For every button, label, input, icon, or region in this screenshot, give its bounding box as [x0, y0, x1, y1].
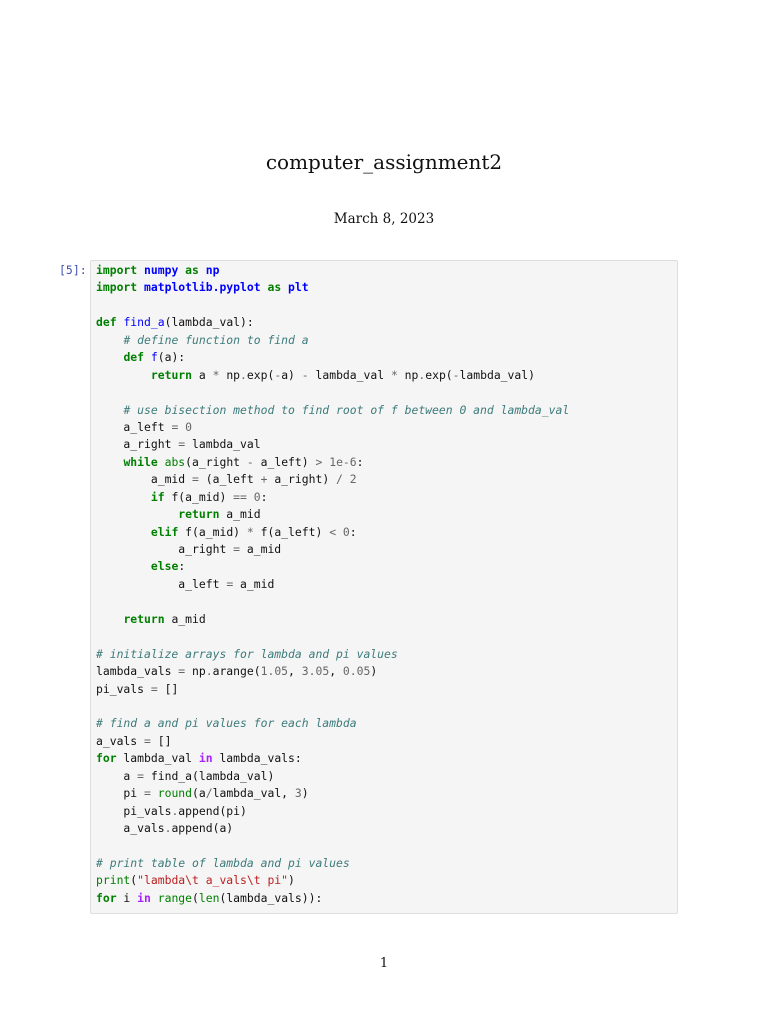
code-token: (a — [192, 786, 206, 801]
code-token: lambda_vals — [96, 664, 179, 679]
code-token: = — [150, 681, 158, 696]
code-token: a_right) — [267, 472, 337, 487]
code-token: plt — [288, 280, 309, 295]
code-token: = — [226, 576, 234, 591]
code-token: 3.05 — [301, 664, 330, 679]
code-line — [96, 384, 673, 401]
code-token: lambda_val — [185, 437, 261, 452]
code-line — [96, 750, 673, 767]
code-token: : — [349, 524, 357, 539]
code-token: (a_right — [185, 454, 247, 469]
code-token: : — [356, 454, 364, 469]
code-line — [96, 855, 673, 872]
code-token: 0 — [342, 524, 350, 539]
code-token: == — [233, 489, 247, 504]
code-token: . — [240, 367, 247, 382]
code-token: a_left — [96, 419, 172, 434]
code-token: # use bisection method to find root of f between 0 and lambda_val — [123, 402, 570, 417]
code-token: = — [171, 419, 179, 434]
code-token — [336, 525, 343, 539]
code-token — [96, 368, 151, 382]
code-token — [96, 612, 123, 626]
code-token: a_vals — [96, 821, 165, 835]
code-token: "lambda\t a_vals\t pi" — [137, 873, 289, 888]
code-token: while — [123, 454, 158, 469]
code-line — [96, 419, 673, 436]
code-line — [96, 471, 673, 488]
code-token: range — [157, 890, 193, 905]
code-token: return — [178, 507, 220, 522]
code-token: i — [116, 890, 138, 905]
code-token — [144, 350, 151, 364]
code-token: = — [178, 437, 186, 452]
code-token: numpy — [144, 263, 179, 277]
code-token: : — [260, 489, 268, 504]
code-token: : — [178, 559, 186, 574]
code-token: exp( — [246, 367, 275, 382]
code-token: 1e-6 — [329, 454, 357, 469]
code-token: lambda_vals: — [212, 751, 302, 766]
code-token: 1.05 — [260, 664, 289, 679]
code-token: print — [96, 873, 131, 888]
code-token: for — [96, 890, 117, 905]
code-line — [96, 558, 673, 575]
code-token: a — [96, 768, 138, 783]
code-token: a_right — [96, 542, 234, 556]
code-line — [96, 279, 673, 296]
code-token: f — [150, 350, 158, 365]
code-token: a_mid — [219, 507, 261, 522]
code-token: = — [144, 733, 151, 748]
code-token: np — [397, 367, 419, 382]
code-token: a_right — [96, 437, 179, 452]
code-token — [96, 490, 151, 504]
code-token: else — [150, 559, 179, 574]
code-token — [151, 786, 158, 800]
code-cell[interactable] — [90, 260, 678, 914]
code-token: ) — [288, 873, 295, 888]
code-token: import — [96, 263, 138, 277]
code-token: as — [185, 263, 199, 277]
code-token: a_vals — [96, 733, 145, 748]
code-token: # print table of lambda and pi values — [96, 855, 350, 870]
code-token: ( — [130, 873, 138, 888]
code-token: matplotlib.pyplot — [144, 280, 261, 295]
code-token: append(a) — [171, 821, 234, 835]
cell-prompt: [5]: — [59, 263, 87, 277]
code-line — [96, 890, 673, 907]
code-token: lambda_val — [116, 751, 199, 766]
code-token: f(a_mid) — [164, 489, 234, 504]
code-line — [96, 489, 673, 506]
code-token — [96, 350, 123, 364]
code-token: 3 — [294, 786, 302, 801]
code-token: lambda_val) — [459, 367, 535, 382]
code-line — [96, 576, 673, 593]
code-token: arange( — [212, 664, 261, 679]
code-token: ) — [301, 786, 309, 801]
code-line — [96, 715, 673, 732]
code-token: pi — [96, 786, 145, 801]
code-token: f(a_mid) — [178, 524, 247, 539]
code-token: a_mid — [164, 611, 206, 626]
code-line — [96, 314, 673, 331]
code-token — [137, 263, 144, 277]
code-token: append(pi) — [178, 803, 247, 818]
code-token — [343, 472, 350, 486]
code-token: = — [178, 664, 186, 679]
code-token: a) — [281, 367, 302, 382]
code-token: [] — [157, 681, 179, 696]
code-line — [96, 681, 673, 698]
code-token: . — [171, 803, 179, 818]
code-token: lambda_val, — [212, 786, 295, 801]
page-number: 1 — [379, 956, 389, 971]
code-token — [96, 525, 151, 539]
code-token: (lambda_vals)): — [219, 890, 323, 905]
code-line — [96, 506, 673, 523]
code-token: in — [137, 890, 151, 905]
code-line — [96, 593, 673, 610]
code-token: pi_vals — [96, 803, 172, 818]
code-token: ( — [192, 890, 199, 905]
code-token: abs — [164, 454, 186, 469]
code-token: pi_vals — [96, 681, 151, 696]
code-token — [96, 333, 123, 347]
code-token: a_mid — [233, 576, 275, 591]
code-token: return — [123, 611, 165, 626]
code-line — [96, 402, 673, 419]
code-line — [96, 349, 673, 366]
code-token: a_left — [96, 576, 227, 591]
code-token: , — [288, 664, 302, 679]
code-token: find_a(lambda_val) — [144, 768, 275, 783]
code-line — [96, 262, 673, 279]
code-token — [96, 403, 123, 417]
code-token: for — [96, 751, 117, 766]
code-token: as — [267, 280, 282, 295]
code-token: (lambda_val): — [164, 315, 254, 330]
document-date: March 8, 2023 — [333, 211, 435, 227]
code-token: / — [205, 786, 213, 801]
code-token: = — [192, 472, 199, 487]
code-token: = — [144, 786, 151, 801]
code-token: np — [219, 367, 241, 382]
code-token: + — [260, 472, 268, 487]
code-token: in — [198, 751, 213, 766]
code-line — [96, 837, 673, 854]
code-token: return — [150, 367, 193, 382]
code-line — [96, 297, 673, 314]
code-token: a_mid — [96, 472, 193, 487]
code-token: . — [418, 367, 426, 382]
code-line — [96, 733, 673, 750]
code-token: len — [198, 890, 220, 905]
code-token: * — [212, 367, 220, 382]
code-block — [96, 262, 673, 907]
code-token: def — [123, 350, 145, 365]
code-line — [96, 872, 673, 889]
code-token: find_a — [123, 315, 165, 330]
code-token: / — [336, 472, 343, 487]
code-line — [96, 820, 673, 837]
code-token: 0.05 — [342, 664, 371, 679]
code-line — [96, 803, 673, 820]
code-token — [96, 559, 151, 573]
code-token — [96, 507, 178, 521]
code-token: a_mid — [240, 542, 282, 556]
code-token: def — [96, 315, 117, 330]
code-token: - — [246, 454, 254, 469]
code-token: = — [233, 542, 241, 556]
code-line — [96, 646, 673, 663]
code-token: # define function to find a — [123, 332, 309, 347]
code-line — [96, 332, 673, 349]
code-token: - — [452, 367, 460, 382]
code-token — [247, 490, 254, 504]
code-token: if — [150, 489, 165, 504]
code-token: . — [205, 664, 213, 679]
code-token: exp( — [425, 367, 453, 382]
code-line — [96, 436, 673, 453]
code-token: * — [246, 524, 254, 539]
code-token: . — [164, 821, 172, 835]
code-token: np — [205, 263, 220, 277]
code-line — [96, 611, 673, 628]
code-token — [151, 891, 158, 905]
code-token: , — [329, 664, 343, 679]
code-token: np — [185, 664, 206, 679]
code-line — [96, 367, 673, 384]
document-title: computer_assignment2 — [265, 150, 503, 174]
code-token — [96, 455, 123, 469]
code-token — [137, 280, 144, 294]
code-token: 0 — [253, 489, 261, 504]
code-token: 2 — [349, 472, 357, 487]
code-token: - — [274, 367, 282, 382]
code-token: a_left) — [253, 454, 316, 469]
code-line — [96, 454, 673, 471]
code-line — [96, 663, 673, 680]
code-token: [] — [150, 733, 172, 748]
code-token: - — [301, 367, 309, 382]
code-token: # find a and pi values for each lambda — [96, 716, 357, 731]
code-line — [96, 785, 673, 802]
code-token: ) — [370, 664, 378, 679]
code-token: = — [137, 768, 145, 783]
code-token — [158, 455, 165, 469]
code-token: # initialize arrays for lambda and pi values — [96, 646, 398, 661]
code-token: f(a_left) — [253, 524, 330, 539]
code-token: round — [157, 786, 193, 801]
code-token: a — [192, 367, 213, 382]
code-line — [96, 698, 673, 715]
code-token: > — [315, 454, 323, 469]
code-token: 0 — [185, 419, 193, 434]
code-token — [199, 263, 206, 277]
code-line — [96, 524, 673, 541]
code-token: * — [390, 367, 398, 382]
code-line — [96, 541, 673, 558]
code-token: elif — [150, 524, 179, 539]
code-token: import — [96, 280, 138, 295]
code-token: (a): — [157, 350, 186, 365]
code-line — [96, 628, 673, 645]
code-token: lambda_val — [308, 367, 391, 382]
code-line — [96, 768, 673, 785]
code-token: (a_left — [198, 472, 261, 487]
code-token: < — [329, 524, 337, 539]
